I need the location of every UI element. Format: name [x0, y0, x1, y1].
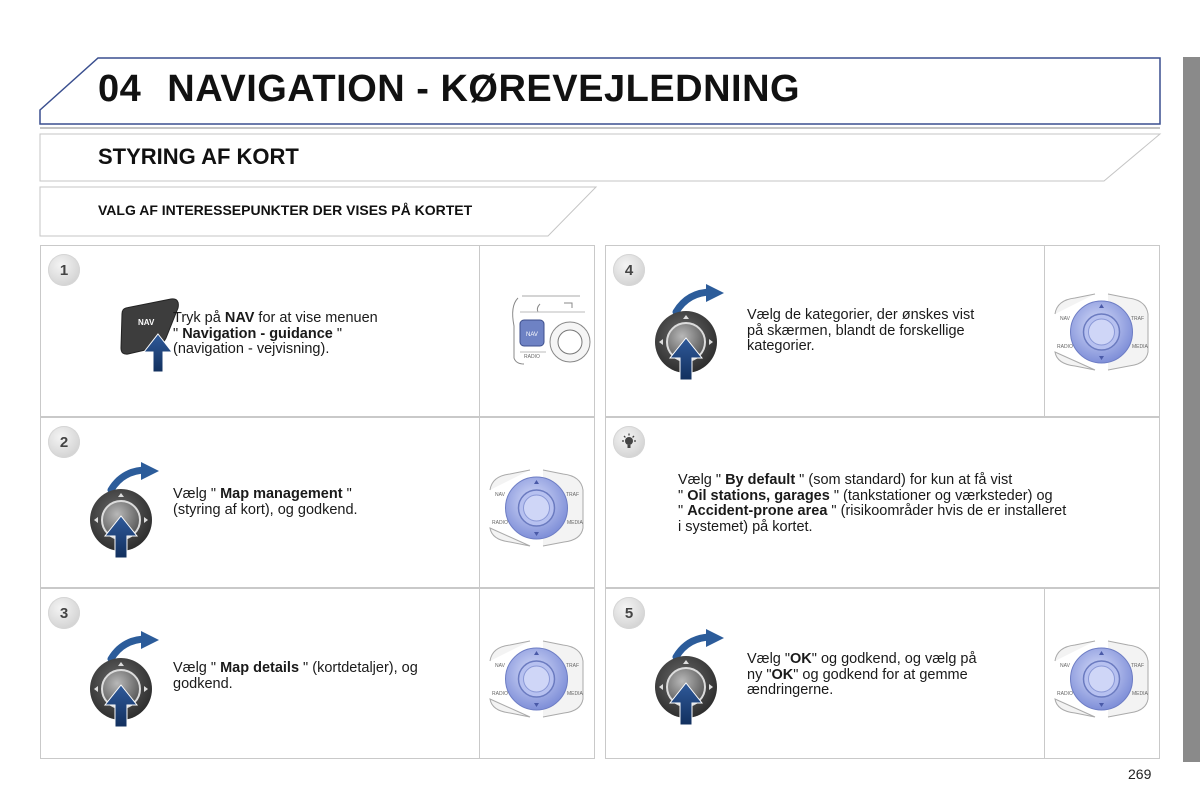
control-panel-thumbnail	[479, 418, 594, 587]
step-panel-3	[40, 588, 595, 759]
svg-text:RADIO: RADIO	[524, 354, 540, 360]
svg-text:TRAF: TRAF	[566, 663, 580, 669]
chapter-number: 04	[98, 68, 142, 110]
step-panel-1	[40, 245, 595, 417]
rotary-knob-icon	[650, 284, 730, 384]
svg-text:MEDIA: MEDIA	[1132, 344, 1148, 350]
step-badge: 5	[613, 597, 645, 629]
svg-text:NAV: NAV	[1060, 663, 1070, 669]
svg-text:NAV: NAV	[526, 332, 538, 338]
step-3-text: Vælg " Map details " (kortdetaljer), og godkend.	[173, 660, 418, 692]
svg-text:TRAF: TRAF	[566, 492, 580, 498]
nav-key-label: NAV	[138, 318, 155, 327]
svg-text:TRAF: TRAF	[1131, 663, 1145, 669]
page-number: 269	[1128, 766, 1152, 782]
tip-text: Vælg " By default " (som standard) for kun at få vist " Oil stations, garages " (tankstationer og værksteder) og " Accident-prone area " (risikoområder hvis de er installeret i systemet) på kortet.	[678, 472, 1067, 535]
rotary-knob-icon	[650, 629, 730, 729]
svg-text:RADIO: RADIO	[492, 691, 508, 697]
step-badge: 2	[48, 426, 80, 458]
svg-text:MEDIA: MEDIA	[567, 520, 583, 526]
step-4-text: Vælg de kategorier, der ønskes vist på skærmen, blandt de forskellige kategorier.	[747, 307, 975, 354]
step-panel-4	[605, 245, 1160, 417]
svg-text:RADIO: RADIO	[492, 520, 508, 526]
step-badge: 4	[613, 254, 645, 286]
svg-text:RADIO: RADIO	[1057, 344, 1073, 350]
rotary-knob-icon	[85, 631, 165, 731]
svg-text:RADIO: RADIO	[1057, 691, 1073, 697]
svg-text:NAV: NAV	[1060, 316, 1070, 322]
lightbulb-icon	[613, 426, 645, 458]
step-badge: 3	[48, 597, 80, 629]
svg-text:TRAF: TRAF	[1131, 316, 1145, 322]
control-panel-thumbnail	[479, 589, 594, 758]
step-1-text: Tryk på NAV for at vise menuen " Navigation - guidance " (navigation - vejvisning).	[173, 310, 378, 357]
console-nav-thumbnail	[479, 246, 594, 416]
step-panel-5	[605, 588, 1160, 759]
subsection-title: VALG AF INTERESSEPUNKTER DER VISES PÅ KORTET	[98, 202, 473, 218]
step-panel-2	[40, 417, 595, 588]
chapter-heading: NAVIGATION - KØREVEJLEDNING	[167, 68, 801, 110]
chapter-tab-bar	[1183, 57, 1200, 762]
svg-text:NAV: NAV	[495, 492, 505, 498]
chapter-title	[98, 68, 800, 111]
step-5-text: Vælg "OK" og godkend, og vælg på ny "OK" og godkend for at gemme ændringerne.	[747, 651, 977, 698]
step-2-text: Vælg " Map management " (styring af kort), og godkend.	[173, 486, 358, 518]
rotary-knob-icon	[85, 462, 165, 562]
control-panel-thumbnail	[1044, 589, 1159, 758]
section-title: STYRING AF KORT	[98, 144, 299, 169]
tip-panel	[605, 417, 1160, 588]
svg-text:NAV: NAV	[495, 663, 505, 669]
control-panel-thumbnail	[1044, 246, 1159, 416]
svg-text:MEDIA: MEDIA	[1132, 691, 1148, 697]
step-badge: 1	[48, 254, 80, 286]
svg-text:MEDIA: MEDIA	[567, 691, 583, 697]
